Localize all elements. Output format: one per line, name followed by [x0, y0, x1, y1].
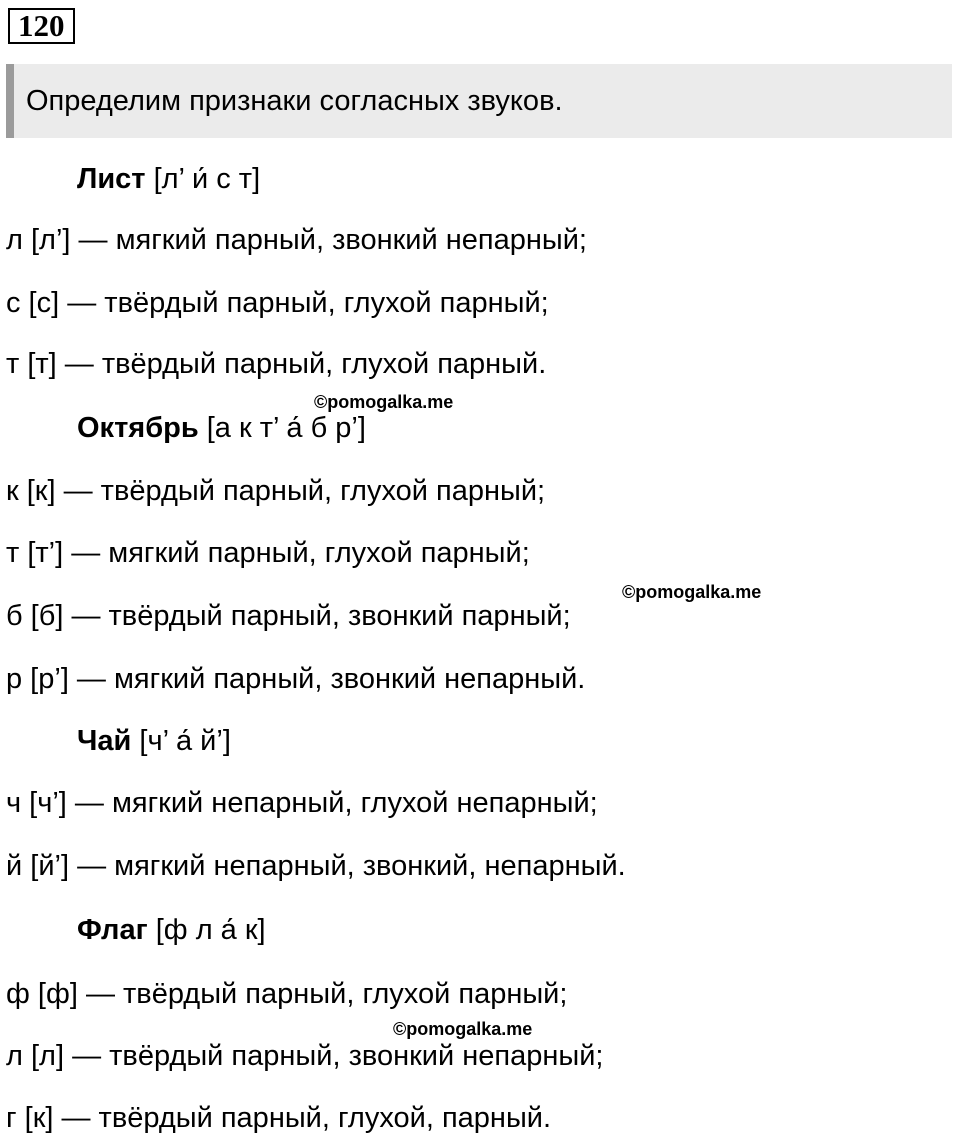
word: Флаг: [77, 914, 148, 946]
word-heading-chai: [77, 723, 231, 759]
sound-line: л [л’] — мягкий парный, звонкий непарный;: [6, 224, 587, 256]
sound-line: ч [ч’] — мягкий непарный, глухой непарный;: [6, 787, 598, 819]
watermark: ©pomogalka.me: [622, 582, 762, 602]
word-heading-flag: [77, 912, 266, 948]
sound-line: б [б] — твёрдый парный, звонкий парный;: [6, 600, 571, 632]
sound-line: р [р’] — мягкий парный, звонкий непарный.: [6, 663, 586, 695]
sound-line: с [с] — твёрдый парный, глухой парный;: [6, 287, 549, 319]
sound-line: к [к] — твёрдый парный, глухой парный;: [6, 475, 546, 507]
instruction-text: Определим признаки согласных звуков.: [26, 84, 563, 117]
word-heading-list: [77, 161, 260, 197]
task-number: 120: [8, 8, 75, 44]
transcription: [а к т’ а́ б р’]: [206, 412, 366, 444]
transcription: [ф л а́ к]: [155, 914, 266, 946]
sound-line: й [й’] — мягкий непарный, звонкий, непарный.: [6, 850, 626, 882]
word: Октябрь: [77, 412, 199, 444]
word-heading-oktyabr: [77, 410, 366, 446]
watermark: ©pomogalka.me: [314, 392, 454, 412]
watermark: ©pomogalka.me: [393, 1019, 533, 1039]
sound-line: ф [ф] — твёрдый парный, глухой парный;: [6, 978, 568, 1010]
word: Чай: [77, 725, 132, 757]
sound-line: т [т] — твёрдый парный, глухой парный.: [6, 348, 547, 380]
sound-line: л [л] — твёрдый парный, звонкий непарный;: [6, 1040, 604, 1072]
transcription: [л’ и́ с т]: [153, 163, 261, 195]
word: Лист: [77, 163, 146, 195]
sound-line: т [т’] — мягкий парный, глухой парный;: [6, 537, 530, 569]
transcription: [ч’ а́ й’]: [139, 725, 231, 757]
instruction-block: [6, 64, 952, 138]
sound-line: г [к] — твёрдый парный, глухой, парный.: [6, 1102, 552, 1134]
